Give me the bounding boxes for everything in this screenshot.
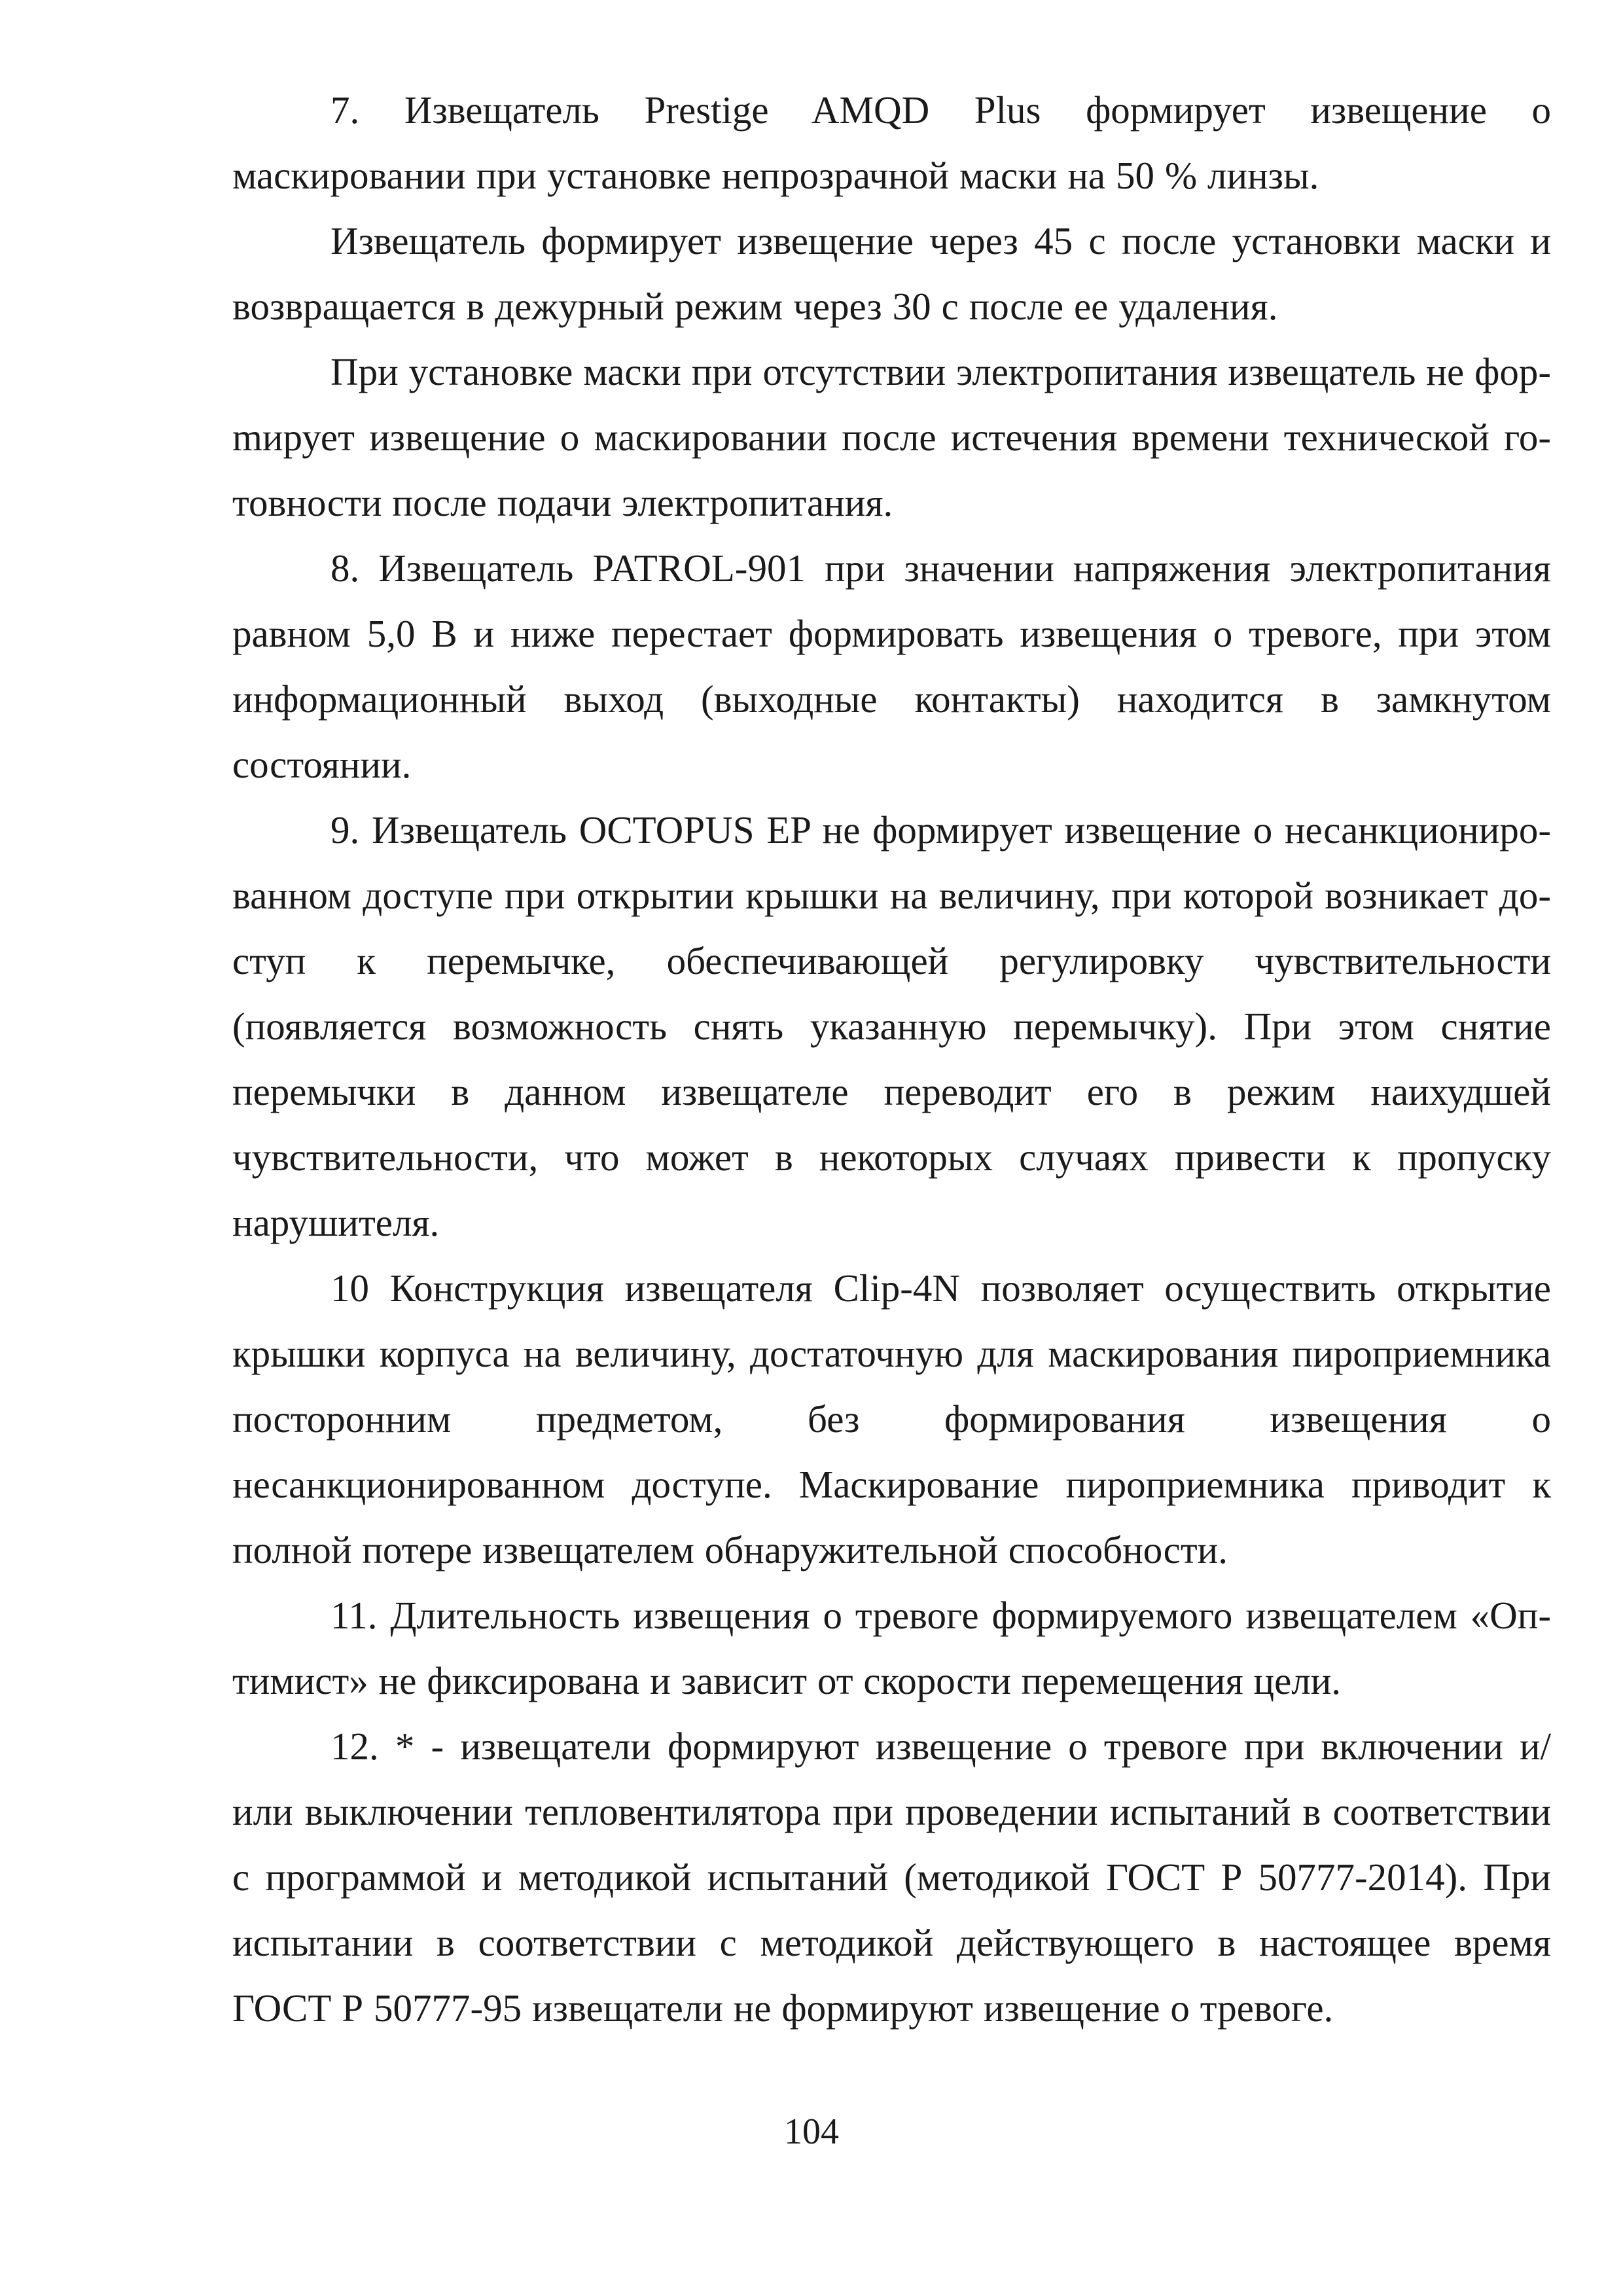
paragraph-note-9: 9. Извещатель OCTOPUS EP не формирует извещение о несанкционированном доступе при открытии крышки на величину, при которой возникает доступ к перемычке, обеспечивающей регулировку чувствительности (появляется возможность снять указанную перемычку). При этом снятие перемычки в данном извещателе переводит его в режим наихудшей чувствительности, что может в некоторых случаях привести к пропуску нарушителя. — [232, 808, 1551, 1244]
body-text — [232, 77, 1551, 2041]
paragraph-note-12: 12. * - извещатели формируют извещение о тревоге при включении и/или выключении тепловентилятора при проведении испытаний в соответствии с программой и методикой испытаний (методикой ГОСТ Р 50777-2014). При испытании в соответствии с методикой действующего в настоящее время ГОСТ Р 50777-95 извещатели не формируют извещение о тревоге. — [232, 1725, 1551, 2030]
paragraph-note-11: 11. Длительность извещения о тревоге формируемого извещателем «Оптимист» не фиксирована и зависит от скорости перемещения цели. — [232, 1594, 1551, 1702]
paragraph-note-7-power: При установке маски при отсутствии электропитания извещатель не форmирует извещение о маскировании после истечения времени технической готовности после подачи электропитания. — [232, 350, 1551, 524]
paragraph-note-10: 10 Конструкция извещателя Clip-4N позволяет осуществить открытие крышки корпуса на величину, достаточную для маскирования пироприемника посторонним предметом, без формирования извещения о несанкционированном доступе. Маскирование пироприемника приводит к полной потере извещателем обнаружительной способности. — [232, 1266, 1551, 1571]
page-number: 104 — [784, 2111, 839, 2152]
paragraph-note-7-timing: Извещатель формирует извещение через 45 с после установки маски и возвращается в дежурный режим через 30 с после ее удаления. — [232, 219, 1551, 328]
paragraph-note-8: 8. Извещатель PATROL-901 при значении напряжения электропитания равном 5,0 В и ниже перестает формировать извещения о тревоге, при этом информационный выход (выходные контакты) находится в замкнутом состоянии. — [232, 547, 1551, 786]
paragraph-note-7: 7. Извещатель Prestige AMQD Plus формирует извещение о маскировании при установке непрозрачной маски на 50 % линзы. — [232, 88, 1551, 197]
